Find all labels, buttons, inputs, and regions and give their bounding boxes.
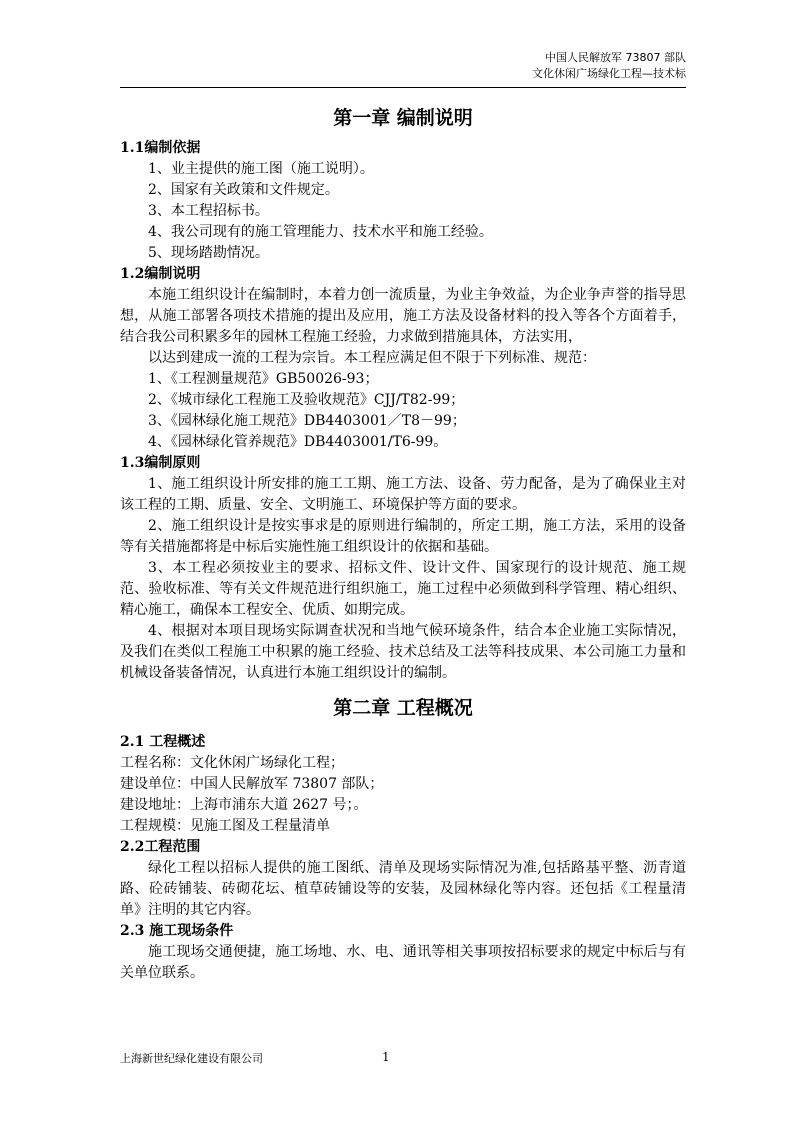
paragraph: 本施工组织设计在编制时，本着力创一流质量，为业主争效益，为企业争声誉的指导思想，从施工部署各项技术措施的提出及应用，施工方法及设备材料的投入等各个方面着手，结合我公司积累多年的园林工程施工经验，力求做到措施具体，方法实用， bbox=[120, 287, 686, 345]
list-item: 4、我公司现有的施工管理能力、技术水平和施工经验。 bbox=[148, 224, 493, 240]
paragraph: 1、施工组织设计所安排的施工工期、施工方法、设备、劳力配备，是为了确保业主对该工程的工期、质量、安全、文明施工、环境保护等方面的要求。 bbox=[120, 476, 686, 513]
list-item: 5、现场踏勘情况。 bbox=[148, 245, 269, 261]
list-item: 4、《园林绿化管养规范》DB4403001/T6-99。 bbox=[148, 434, 448, 450]
section-1-3-heading: 1.3编制原则 bbox=[120, 455, 201, 471]
footer-company: 上海新世纪绿化建设有限公司 bbox=[120, 1052, 263, 1065]
paragraph: 施工现场交通便捷，施工场地、水、电、通讯等相关事项按招标要求的规定中标后与有关单位联系。 bbox=[120, 944, 686, 981]
header-project: 文化休闲广场绿化工程—技术标 bbox=[532, 67, 686, 80]
chapter-2-title: 第二章 工程概况 bbox=[333, 697, 473, 719]
paragraph: 绿化工程以招标人提供的施工图纸、清单及现场实际情况为准,包括路基平整、沥青道路、砼砖铺装、砖砌花坛、植草砖铺设等的安装，及园林绿化等内容。还包括《工程量清单》注明的其它内容。 bbox=[120, 860, 686, 918]
list-item: 1、《工程测量规范》GB50026-93； bbox=[148, 371, 379, 387]
section-2-3-heading: 2.3 施工现场条件 bbox=[120, 923, 234, 939]
list-item: 3、《园林绿化施工规范》DB4403001／T8－99； bbox=[148, 413, 466, 429]
page-header bbox=[120, 50, 686, 82]
info-line: 建设地址：上海市浦东大道 2627 号；。 bbox=[120, 797, 368, 813]
list-item: 2、《城市绿化工程施工及验收规范》CJJ/T82-99； bbox=[148, 392, 465, 408]
header-unit: 中国人民解放军 73807 部队 bbox=[545, 51, 686, 64]
document-body bbox=[120, 102, 686, 984]
section-1-1-heading: 1.1编制依据 bbox=[120, 140, 201, 156]
section-2-1-heading: 2.1 工程概述 bbox=[120, 734, 206, 750]
list-item: 3、本工程招标书。 bbox=[148, 203, 269, 219]
list-item: 1、业主提供的施工图（施工说明）。 bbox=[148, 161, 374, 177]
chapter-1-title: 第一章 编制说明 bbox=[333, 107, 473, 129]
paragraph: 4、根据对本项目现场实际调查状况和当地气候环境条件，结合本企业施工实际情况，及我们在类似工程施工中积累的施工经验、技术总结及工法等科技成果、本公司施工力量和机械设备装备情况，认真进行本施工组织设计的编制。 bbox=[120, 623, 686, 681]
section-1-2-heading: 1.2编制说明 bbox=[120, 266, 201, 282]
list-item: 2、国家有关政策和文件规定。 bbox=[148, 182, 339, 198]
paragraph: 2、施工组织设计是按实事求是的原则进行编制的，所定工期，施工方法，采用的设备等有关措施都将是中标后实施性施工组织设计的依据和基础。 bbox=[120, 518, 686, 555]
info-line: 工程规模：见施工图及工程量清单 bbox=[120, 818, 330, 834]
page-number: 1 bbox=[382, 1050, 390, 1064]
header-divider bbox=[120, 87, 686, 88]
paragraph: 3、本工程必须按业主的要求、招标文件、设计文件、国家现行的设计规范、施工规范、验收标准、等有关文件规范进行组织施工，施工过程中必须做到科学管理、精心组织、精心施工，确保本工程安全、优质、如期完成。 bbox=[120, 560, 686, 618]
paragraph: 以达到建成一流的工程为宗旨。本工程应满足但不限于下列标准、规范： bbox=[148, 350, 596, 366]
info-line: 工程名称：文化休闲广场绿化工程； bbox=[120, 755, 344, 771]
section-2-2-heading: 2.2工程范围 bbox=[120, 839, 201, 855]
info-line: 建设单位：中国人民解放军 73807 部队； bbox=[120, 776, 384, 792]
